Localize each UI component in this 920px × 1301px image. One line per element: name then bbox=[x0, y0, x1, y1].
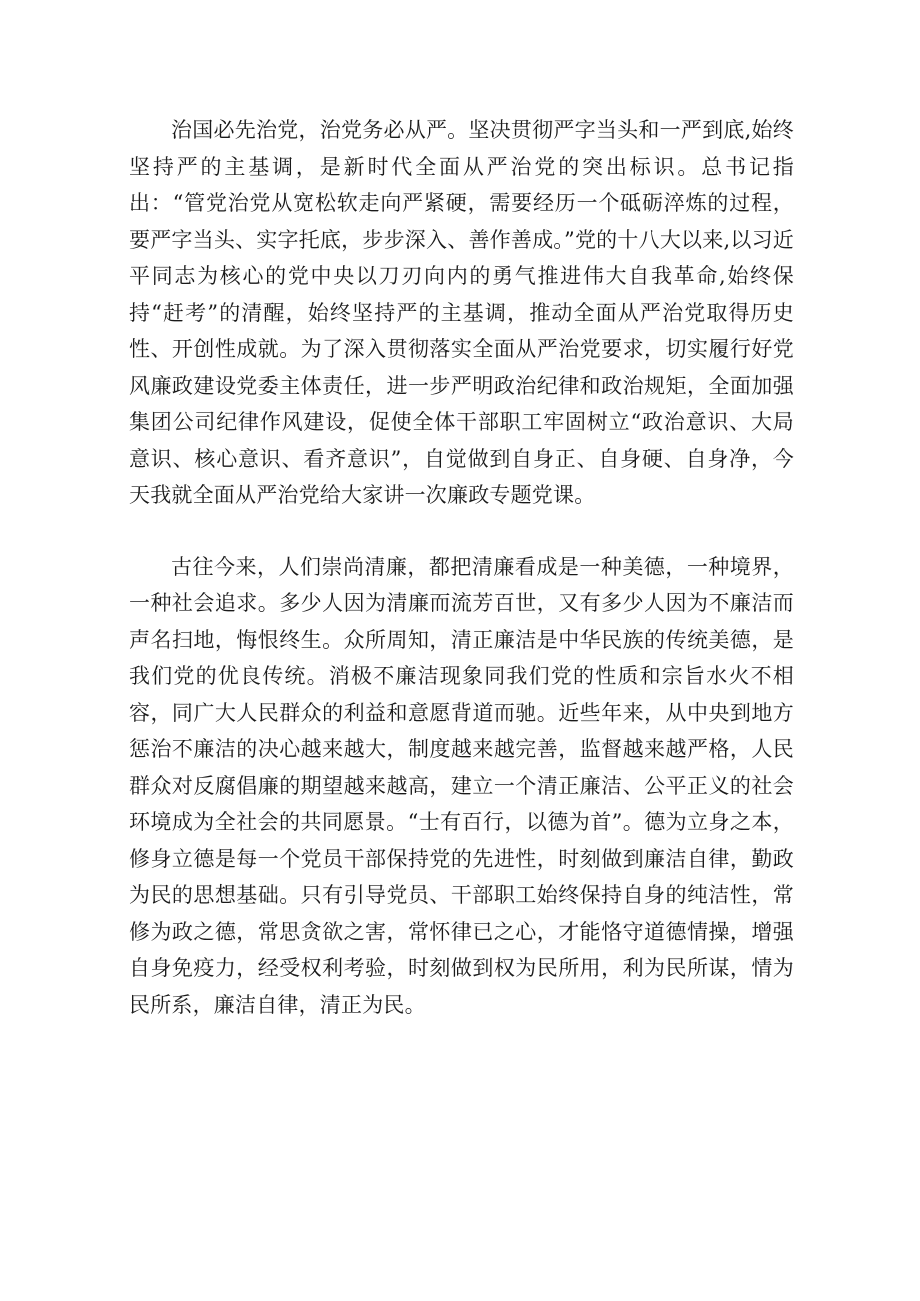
paragraph-1: 治国必先治党，治党务必从严。坚决贯彻严字当头和一严到底,始终坚持严的主基调，是新时代全面从严治党的突出标识。总书记指出：“管党治党从宽松软走向严紧硬，需要经历一个砥砺淬炼的过程，要严字当头、实字托底，步步深入、善作善成。”党的十八大以来,以习近平同志为核心的党中央以刀刃向内的勇气推进伟大自我革命,始终保持“赶考”的清醒，始终坚持严的主基调，推动全面从严治党取得历史性、开创性成就。为了深入贯彻落实全面从严治党要求，切实履行好党风廉政建设党委主体责任，进一步严明政治纪律和政治规矩，全面加强集团公司纪律作风建设，促使全体干部职工牢固树立“政治意识、大局意识、核心意识、看齐意识”，自觉做到自身正、自身硬、自身净，今天我就全面从严治党给大家讲一次廉政专题党课。 bbox=[129, 118, 794, 507]
document-body bbox=[129, 112, 794, 1023]
paragraph-2: 古往今来，人们崇尚清廉，都把清廉看成是一种美德，一种境界，一种社会追求。多少人因为清廉而流芳百世，又有多少人因为不廉洁而声名扫地，悔恨终生。众所周知，清正廉洁是中华民族的传统美德，是我们党的优良传统。消极不廉洁现象同我们党的性质和宗旨水火不相容，同广大人民群众的利益和意愿背道而驰。近些年来，从中央到地方惩治不廉洁的决心越来越大，制度越来越完善，监督越来越严格，人民群众对反腐倡廉的期望越来越高，建立一个清正廉洁、公平正义的社会环境成为全社会的共同愿景。“士有百行，以德为首”。德为立身之本，修身立德是每一个党员干部保持党的先进性，时刻做到廉洁自律，勤政为民的思想基础。只有引导党员、干部职工始终保持自身的纯洁性，常修为政之德，常思贪欲之害，常怀律已之心，才能恪守道德情操，增强自身免疫力，经受权利考验，时刻做到权为民所用，利为民所谋，情为民所系，廉洁自律，清正为民。 bbox=[129, 554, 794, 1017]
